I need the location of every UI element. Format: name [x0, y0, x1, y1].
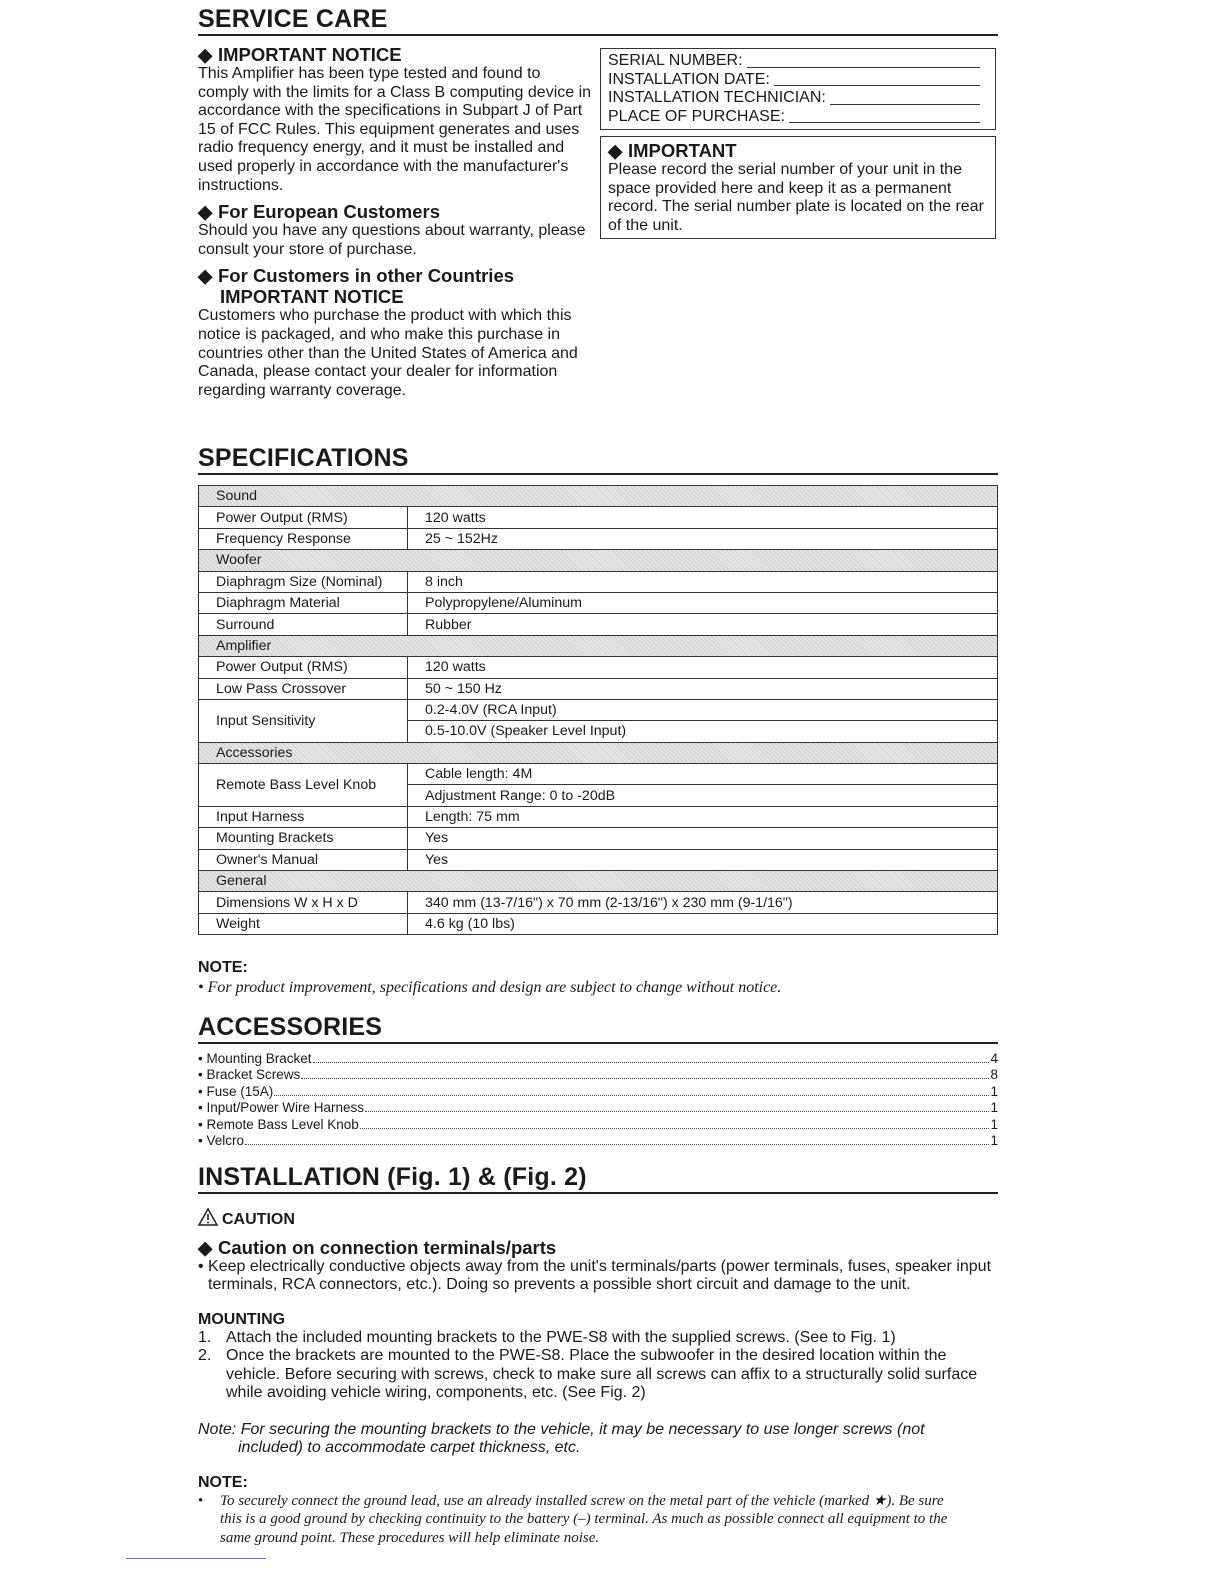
- important-heading-text: IMPORTANT: [628, 140, 737, 161]
- text-line: Note: For securing the mounting brackets to the vehicle, it may be necessary to use longer screws (not: [198, 1420, 925, 1438]
- service-care-section: [198, 36, 998, 406]
- accessory-qty: 8: [990, 1067, 998, 1083]
- blank-line: [830, 89, 980, 105]
- bullet-icon: •: [198, 1492, 204, 1509]
- spec-section-name: General: [199, 871, 998, 892]
- diamond-bullet-icon: ◆: [198, 44, 213, 65]
- spec-note-text: • For product improvement, specifications and design are subject to change without notice.: [198, 979, 782, 997]
- dot-leader: [360, 1128, 990, 1129]
- text-line: used properly in accordance with the manufacturer's: [198, 157, 569, 175]
- spec-value: Length: 75 mm: [408, 806, 998, 827]
- caution-text: CAUTION: [222, 1210, 295, 1228]
- ground-note: [198, 1492, 998, 1548]
- text-line: Once the brackets are mounted to the PWE-S8. Place the subwoofer in the desired location within the: [226, 1347, 947, 1365]
- spec-section-name: Accessories: [199, 742, 998, 763]
- spec-section-row: [199, 871, 998, 892]
- spec-label: Owner's Manual: [199, 849, 408, 870]
- spec-label: Frequency Response: [199, 528, 408, 549]
- accessory-qty: 1: [990, 1083, 998, 1099]
- text-line: terminals, RCA connectors, etc.). Doing so prevents a possible short circuit and damage to the unit.: [208, 1276, 911, 1294]
- spec-value: 8 inch: [408, 571, 998, 592]
- diamond-bullet-icon: ◆: [608, 140, 623, 161]
- mounting-note: [198, 1421, 998, 1458]
- caution-label: [198, 1208, 998, 1229]
- field-label: PLACE OF PURCHASE:: [608, 107, 785, 125]
- text-line: To securely connect the ground lead, use an already installed screw on the metal part of the vehicle (marked ★). Be sure: [220, 1492, 944, 1509]
- specifications-table: [198, 485, 998, 935]
- text-line: this is a good ground by checking continuity to the battery (–) terminal. As much as possible connect all equipment to the: [220, 1511, 948, 1528]
- table-row: [199, 806, 998, 827]
- spec-value: Yes: [408, 828, 998, 849]
- text-line: included) to accommodate carpet thickness, etc.: [238, 1439, 581, 1457]
- spec-section-row: [199, 550, 998, 571]
- list-item: [198, 1067, 998, 1084]
- table-row: [199, 892, 998, 913]
- spec-label: Surround: [199, 614, 408, 635]
- spec-value: Cable length: 4M: [408, 764, 998, 785]
- field-label: INSTALLATION TECHNICIAN:: [608, 89, 826, 106]
- text-line: comply with the limits for a Class B computing device in: [198, 83, 592, 101]
- warning-triangle-icon: [198, 1208, 218, 1226]
- other-countries-heading: [198, 265, 598, 286]
- spec-label: Remote Bass Level Knob: [199, 764, 408, 807]
- spec-value: Adjustment Range: 0 to -20dB: [408, 785, 998, 806]
- important-notice-heading-text: IMPORTANT NOTICE: [218, 44, 402, 65]
- caution-heading-text: Caution on connection terminals/parts: [218, 1236, 557, 1258]
- table-row: [199, 849, 998, 870]
- accessories-list: [198, 1051, 998, 1150]
- accessory-qty: 4: [990, 1050, 998, 1066]
- text-line: 15 of FCC Rules. This equipment generates and uses: [198, 120, 580, 138]
- blank-line: [774, 71, 980, 87]
- spec-section-name: Amplifier: [199, 635, 998, 656]
- table-row: [199, 614, 998, 635]
- text-line: while avoiding vehicle wiring, components, etc. (See Fig. 2): [226, 1384, 646, 1402]
- text-line: consult your store of purchase.: [198, 240, 417, 258]
- text-line: space provided here and keep it as a permanent: [608, 179, 952, 197]
- list-item: [198, 1084, 998, 1101]
- spec-label: Input Sensitivity: [199, 699, 408, 742]
- text-line: vehicle. Before securing with screws, check to make sure all screws can affix to a structurally solid surface: [226, 1365, 978, 1383]
- text-line: radio frequency energy, and it must be installed and: [198, 139, 565, 157]
- spec-label: Mounting Brackets: [199, 828, 408, 849]
- installation-technician-field[interactable]: [608, 89, 988, 108]
- spec-section-name: Sound: [199, 486, 998, 507]
- table-row: [199, 699, 998, 720]
- table-row: [199, 828, 998, 849]
- spec-value: 120 watts: [408, 657, 998, 678]
- accessory-name: • Mounting Bracket: [198, 1050, 312, 1066]
- spec-value: 50 ~ 150 Hz: [408, 678, 998, 699]
- manual-page: [198, 0, 998, 1547]
- text-line: accordance with the specifications in Subpart J of Part: [198, 102, 583, 120]
- accessories-title: ACCESSORIES: [198, 1008, 998, 1044]
- accessory-qty: 1: [990, 1133, 998, 1149]
- spec-section-row: [199, 486, 998, 507]
- spec-value: 25 ~ 152Hz: [408, 528, 998, 549]
- blank-line: [747, 52, 980, 68]
- text-line: Please record the serial number of your unit in the: [608, 161, 962, 178]
- important-box: [600, 136, 996, 239]
- list-item: [198, 1117, 998, 1134]
- important-heading: [608, 140, 988, 161]
- spec-value: 0.2-4.0V (RCA Input): [408, 699, 998, 720]
- field-label: SERIAL NUMBER:: [608, 52, 743, 69]
- spec-label: Power Output (RMS): [199, 507, 408, 528]
- list-item: [198, 1051, 998, 1068]
- step-number: 1.: [198, 1328, 212, 1346]
- accessory-name: • Fuse (15A): [198, 1083, 274, 1099]
- list-item: [198, 1347, 998, 1402]
- record-fields-box: [600, 48, 996, 130]
- caution-heading: [198, 1237, 998, 1258]
- accessory-qty: 1: [990, 1116, 998, 1132]
- step-text: [226, 1347, 977, 1402]
- important-notice-text: [198, 65, 598, 195]
- step-number: 2.: [198, 1347, 212, 1365]
- mounting-steps: [198, 1329, 998, 1403]
- diamond-bullet-icon: ◆: [198, 1236, 213, 1258]
- blank-line: [789, 108, 980, 124]
- accessory-qty: 1: [990, 1100, 998, 1116]
- spec-value: Polypropylene/Aluminum: [408, 592, 998, 613]
- table-row: [199, 571, 998, 592]
- place-of-purchase-field[interactable]: [608, 108, 988, 127]
- installation-date-field[interactable]: [608, 71, 988, 90]
- text-line: same ground point. These procedures will help eliminate noise.: [220, 1529, 600, 1546]
- list-item: [198, 1329, 998, 1347]
- text-line: Canada, please contact your dealer for information: [198, 363, 558, 381]
- spec-label: Diaphragm Size (Nominal): [199, 571, 408, 592]
- spec-value: Yes: [408, 849, 998, 870]
- text-line: Should you have any questions about warranty, please: [198, 222, 586, 240]
- step-text: Attach the included mounting brackets to the PWE-S8 with the supplied screws. (See to Fig. 1): [226, 1328, 896, 1346]
- field-label: INSTALLATION DATE:: [608, 70, 770, 88]
- accessory-name: • Bracket Screws: [198, 1067, 301, 1083]
- mounting-heading: MOUNTING: [198, 1310, 286, 1328]
- spec-label: Dimensions W x H x D: [199, 892, 408, 913]
- spec-value: 340 mm (13-7/16") x 70 mm (2-13/16") x 230 mm (9-1/16"): [408, 892, 998, 913]
- spec-value: 4.6 kg (10 lbs): [408, 913, 998, 934]
- table-row: [199, 678, 998, 699]
- dot-leader: [245, 1144, 989, 1145]
- installation-title: INSTALLATION (Fig. 1) & (Fig. 2): [198, 1158, 998, 1194]
- text-line: record. The serial number plate is located on the rear: [608, 198, 984, 216]
- table-row: [199, 764, 998, 785]
- spec-section-name: Woofer: [199, 550, 998, 571]
- list-item: [198, 1100, 998, 1117]
- spec-label: Low Pass Crossover: [199, 678, 408, 699]
- spec-label: Input Harness: [199, 806, 408, 827]
- dot-leader: [274, 1095, 989, 1096]
- list-item: [198, 1133, 998, 1150]
- footer-rule: [126, 1558, 266, 1559]
- accessory-name: • Remote Bass Level Knob: [198, 1116, 359, 1132]
- spec-label: Weight: [199, 913, 408, 934]
- table-row: [199, 657, 998, 678]
- text-line: notice is packaged, and who make this purchase in: [198, 325, 560, 343]
- service-care-title: SERVICE CARE: [198, 0, 998, 36]
- text-line: regarding warranty coverage.: [198, 381, 407, 399]
- spec-value: 120 watts: [408, 507, 998, 528]
- european-heading-text: For European Customers: [218, 201, 441, 223]
- text-line: Customers who purchase the product with which this: [198, 307, 572, 325]
- spec-value: 0.5-10.0V (Speaker Level Input): [408, 721, 998, 742]
- spec-label: Diaphragm Material: [199, 592, 408, 613]
- other-countries-subheading: IMPORTANT NOTICE: [220, 286, 404, 308]
- text-line: instructions.: [198, 176, 284, 194]
- diamond-bullet-icon: ◆: [198, 265, 213, 287]
- service-care-right-column: [600, 48, 996, 239]
- table-row: [199, 913, 998, 934]
- spec-note-heading: NOTE:: [198, 959, 248, 977]
- dot-leader: [365, 1111, 989, 1112]
- table-row: [199, 507, 998, 528]
- ground-note-text: [220, 1492, 947, 1548]
- spec-section-row: [199, 635, 998, 656]
- european-customers-heading: [198, 201, 598, 222]
- spec-section-row: [199, 742, 998, 763]
- spec-label: Power Output (RMS): [199, 657, 408, 678]
- diamond-bullet-icon: ◆: [198, 201, 213, 223]
- text-line: of the unit.: [608, 216, 683, 234]
- dot-leader: [301, 1078, 989, 1079]
- table-row: [199, 528, 998, 549]
- text-line: • Keep electrically conductive objects away from the unit's terminals/parts (power terminals, fuses, speaker input: [198, 1257, 992, 1275]
- specifications-title: SPECIFICATIONS: [198, 439, 998, 475]
- serial-number-field[interactable]: [608, 52, 988, 71]
- important-notice-heading: [198, 44, 598, 65]
- accessory-name: • Velcro: [198, 1133, 244, 1149]
- text-line: countries other than the United States of America and: [198, 344, 578, 362]
- other-countries-heading-text: For Customers in other Countries: [218, 265, 515, 287]
- table-row: [199, 592, 998, 613]
- spec-value: Rubber: [408, 614, 998, 635]
- accessory-name: • Input/Power Wire Harness: [198, 1100, 365, 1116]
- service-care-left-column: [198, 44, 598, 400]
- dot-leader: [313, 1062, 990, 1063]
- text-line: This Amplifier has been type tested and found to: [198, 65, 541, 82]
- ground-note-heading: NOTE:: [198, 1473, 248, 1491]
